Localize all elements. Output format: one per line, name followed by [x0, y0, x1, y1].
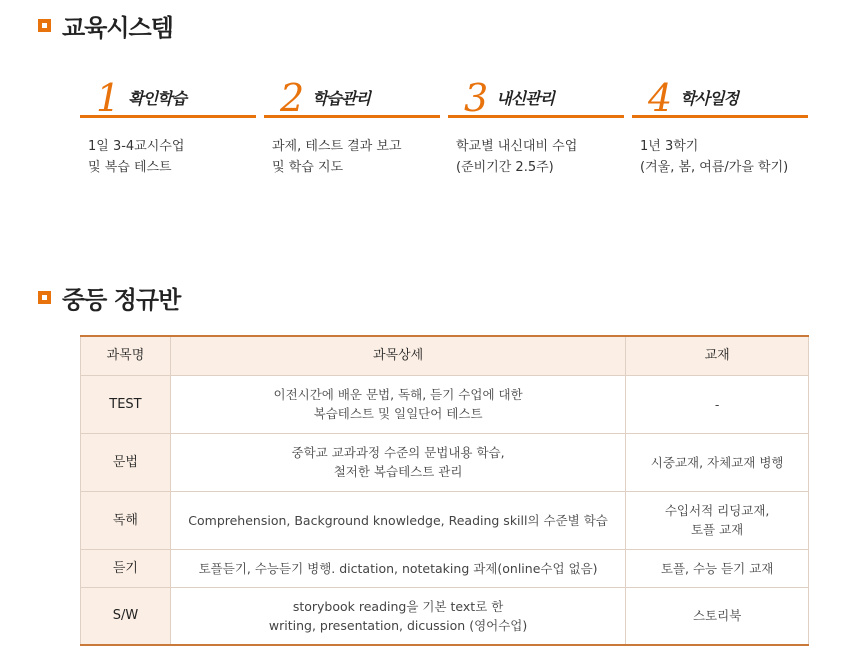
- step-number: 2: [280, 76, 305, 120]
- section-title-text: 교육시스템: [62, 14, 173, 42]
- detail-line: 이전시간에 배운 문법, 독해, 듣기 수업에 대한: [273, 387, 523, 402]
- step-4: [632, 78, 808, 178]
- step-desc-line: (겨울, 봄, 여름/가을 학기): [640, 160, 789, 175]
- detail-cell: [170, 433, 625, 491]
- section-title-text: 중등 정규반: [62, 286, 181, 314]
- step-desc-line: 및 복습 테스트: [88, 160, 172, 175]
- textbook-cell: [626, 587, 809, 645]
- detail-cell: [170, 491, 625, 549]
- step-3: [448, 78, 624, 178]
- subject-cell: S/W: [81, 587, 171, 645]
- textbook-line: 토플 교재: [690, 522, 744, 537]
- textbook-line: 수입서적 리딩교재,: [664, 503, 770, 518]
- table-header-row: [81, 336, 809, 375]
- detail-cell: [170, 549, 625, 587]
- textbook-line: 스토리북: [692, 608, 742, 624]
- square-bullet-icon: [38, 291, 51, 304]
- step-desc-line: 1일 3-4교시수업: [88, 139, 185, 154]
- textbook-cell: [626, 549, 809, 587]
- textbook-cell: [626, 491, 809, 549]
- subject-cell: 듣기: [81, 549, 171, 587]
- textbook-cell: [626, 375, 809, 433]
- curriculum-table: [80, 335, 809, 646]
- column-header-textbook: 교재: [626, 336, 809, 375]
- table-row: [81, 587, 809, 645]
- step-number: 4: [648, 76, 673, 120]
- textbook-cell: [626, 433, 809, 491]
- column-header-detail: 과목상세: [170, 336, 625, 375]
- textbook-line: -: [714, 396, 720, 412]
- step-description: [264, 118, 440, 178]
- step-header: [80, 78, 256, 118]
- textbook-line: 시중교재, 자체교재 병행: [650, 454, 784, 470]
- textbook-line: 토플, 수능 듣기 교재: [660, 560, 774, 576]
- step-desc-line: 학교별 내신대비 수업: [456, 139, 578, 154]
- section-title-regular-class: [38, 280, 180, 315]
- step-2: [264, 78, 440, 178]
- detail-line: 토플듣기, 수능듣기 병행. dictation, notetaking 과제(online수업 없음): [198, 560, 598, 576]
- subject-cell: TEST: [81, 375, 171, 433]
- table-row: [81, 549, 809, 587]
- detail-line: 철저한 복습테스트 관리: [333, 464, 463, 479]
- detail-cell: [170, 587, 625, 645]
- step-description: [80, 118, 256, 178]
- step-header: [632, 78, 808, 118]
- section-title-education-system: [38, 8, 173, 43]
- detail-line: storybook reading을 기본 text로 한: [292, 598, 504, 614]
- step-desc-line: (준비기간 2.5주): [456, 160, 554, 175]
- step-desc-line: 1년 3학기: [640, 139, 699, 154]
- detail-line: 복습테스트 및 일일단어 테스트: [313, 406, 483, 421]
- step-description: [448, 118, 624, 178]
- step-number: 3: [464, 76, 489, 120]
- education-steps: [80, 78, 810, 188]
- step-label: 확인학습: [128, 89, 187, 108]
- step-label: 내신관리: [496, 89, 555, 108]
- detail-cell: [170, 375, 625, 433]
- square-bullet-icon: [38, 19, 51, 32]
- subject-cell: 문법: [81, 433, 171, 491]
- detail-line: 중학교 교과과정 수준의 문법내용 학습,: [291, 445, 505, 460]
- step-description: [632, 118, 808, 178]
- detail-line: Comprehension, Background knowledge, Reading skill의 수준별 학습: [188, 512, 608, 528]
- step-label: 학습관리: [312, 89, 371, 108]
- step-label: 학사일정: [680, 89, 739, 108]
- step-desc-line: 및 학습 지도: [272, 160, 344, 175]
- detail-line: writing, presentation, dicussion (영어수업): [268, 617, 528, 633]
- step-1: [80, 78, 256, 178]
- table-row: [81, 491, 809, 549]
- step-header: [448, 78, 624, 118]
- step-number: 1: [96, 76, 121, 120]
- table-row: [81, 375, 809, 433]
- column-header-subject: 과목명: [81, 336, 171, 375]
- subject-cell: 독해: [81, 491, 171, 549]
- step-header: [264, 78, 440, 118]
- table-row: [81, 433, 809, 491]
- step-desc-line: 과제, 테스트 결과 보고: [272, 139, 402, 154]
